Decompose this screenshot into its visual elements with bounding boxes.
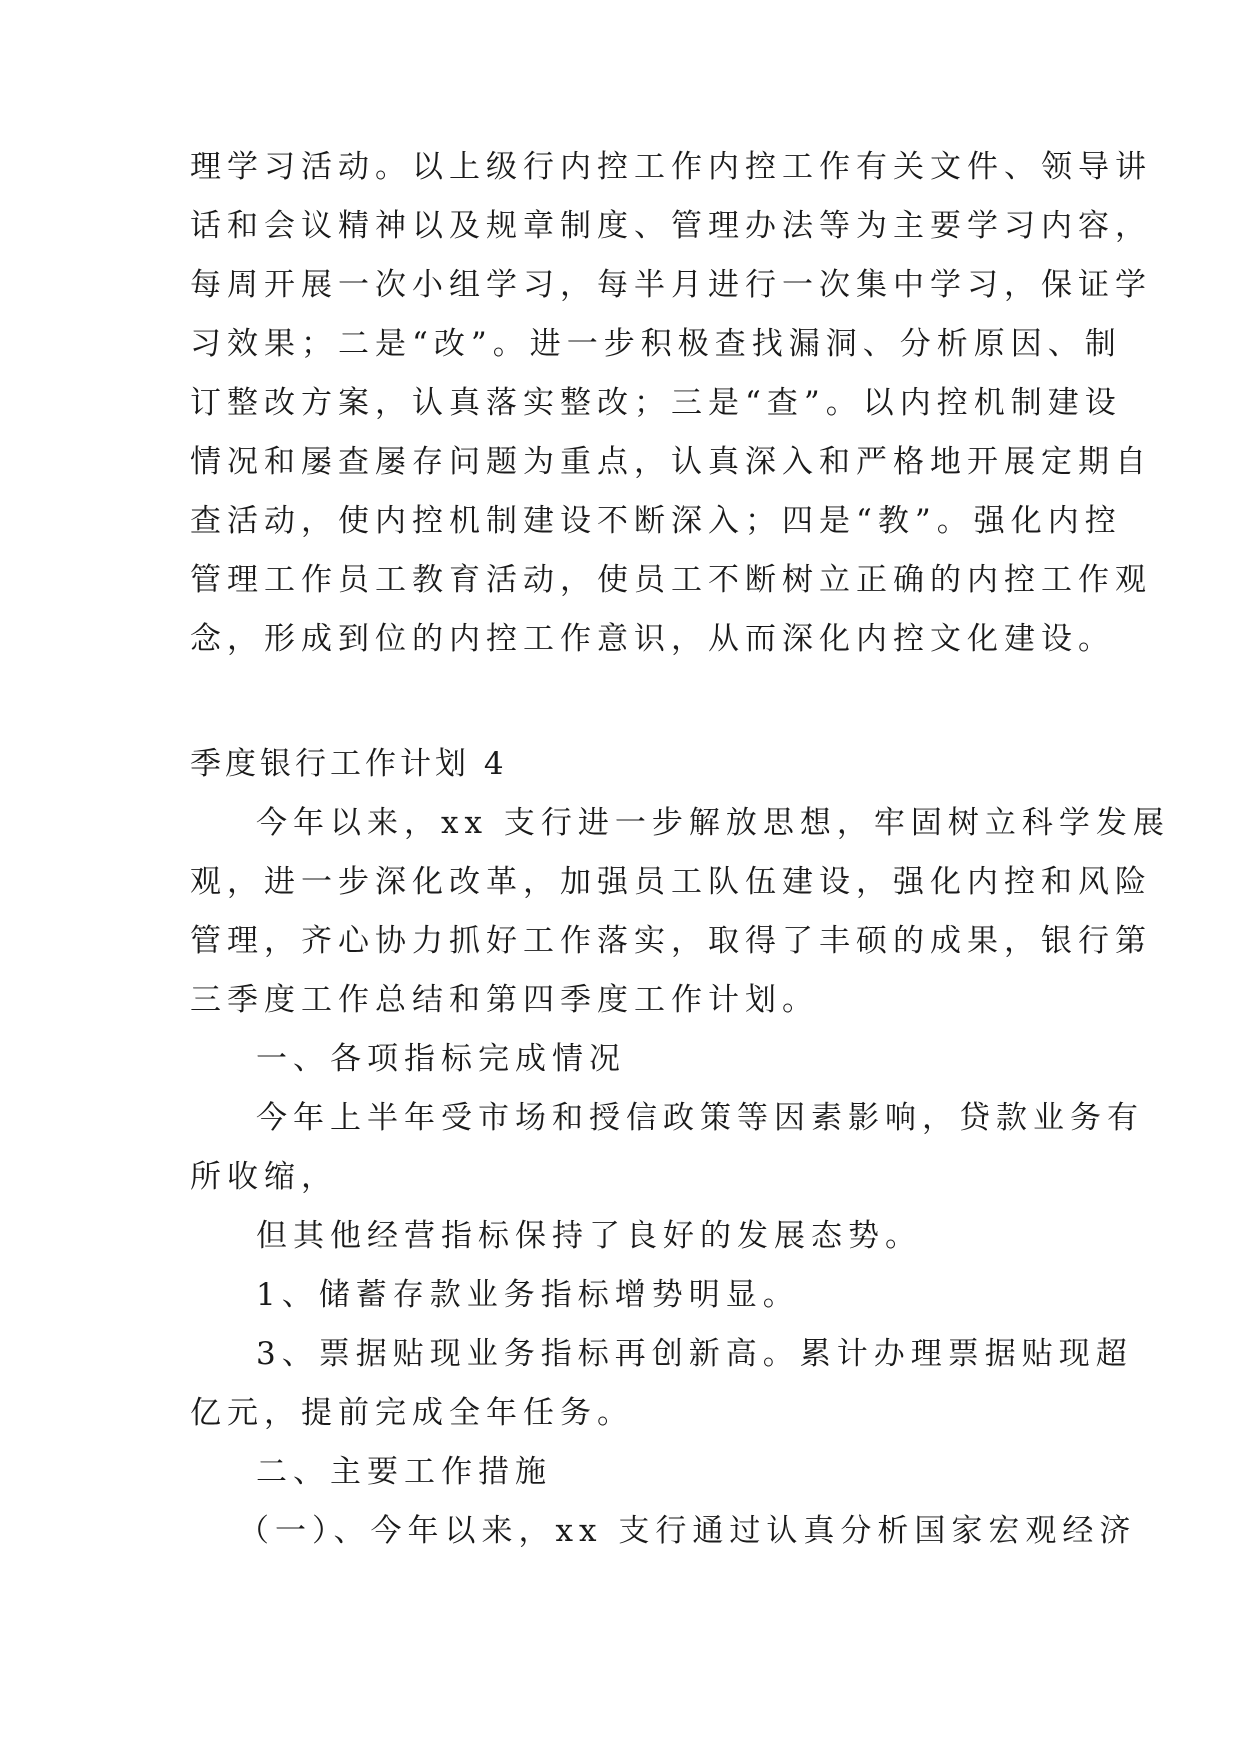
text-line: 每周开展一次小组学习，每半月进行一次集中学习，保证学: [190, 267, 1152, 303]
text-line: 三季度工作总结和第四季度工作计划。: [190, 982, 819, 1018]
paragraph-first-line: 但其他经营指标保持了良好的发展态势。: [256, 1218, 922, 1254]
paragraph-first-line: 今年上半年受市场和授信政策等因素影响，贷款业务有: [256, 1100, 1144, 1136]
subheading-indicators: 一、各项指标完成情况: [256, 1041, 626, 1077]
text-line: 念，形成到位的内控工作意识，从而深化内控文化建设。: [190, 621, 1115, 657]
paragraph-first-line: （一）、今年以来，xx 支行通过认真分析国家宏观经济: [238, 1513, 1137, 1549]
continuation-paragraph: [190, 138, 1152, 669]
text-line: 所收缩，: [190, 1159, 338, 1195]
text-line: 订整改方案，认真落实整改；三是“查”。以内控机制建设: [190, 385, 1122, 421]
text-line: 观，进一步深化改革，加强员工队伍建设，强化内控和风险: [190, 864, 1152, 900]
list-item: 3、票据贴现业务指标再创新高。累计办理票据贴现超: [256, 1336, 1133, 1372]
section-title: 季度银行工作计划 4: [190, 746, 508, 782]
text-line: 习效果；二是“改”。进一步积极查找漏洞、分析原因、制: [190, 326, 1122, 362]
text-line: 管理，齐心协力抓好工作落实，取得了丰硕的成果，银行第: [190, 923, 1152, 959]
list-item: 1、储蓄存款业务指标增势明显。: [256, 1277, 800, 1313]
text-line: 查活动，使内控机制建设不断深入；四是“教”。强化内控: [190, 503, 1122, 539]
section-body: [190, 794, 1170, 1561]
text-line: 话和会议精神以及规章制度、管理办法等为主要学习内容，: [190, 208, 1152, 244]
text-line: 情况和屡查屡存问题为重点，认真深入和严格地开展定期自: [190, 444, 1152, 480]
text-line: 理学习活动。以上级行内控工作内控工作有关文件、领导讲: [190, 149, 1152, 185]
text-line: 亿元，提前完成全年任务。: [190, 1395, 634, 1431]
subheading-measures: 二、主要工作措施: [256, 1454, 552, 1490]
text-line: 管理工作员工教育活动，使员工不断树立正确的内控工作观: [190, 562, 1152, 598]
paragraph-first-line: 今年以来，xx 支行进一步解放思想，牢固树立科学发展: [256, 805, 1170, 841]
